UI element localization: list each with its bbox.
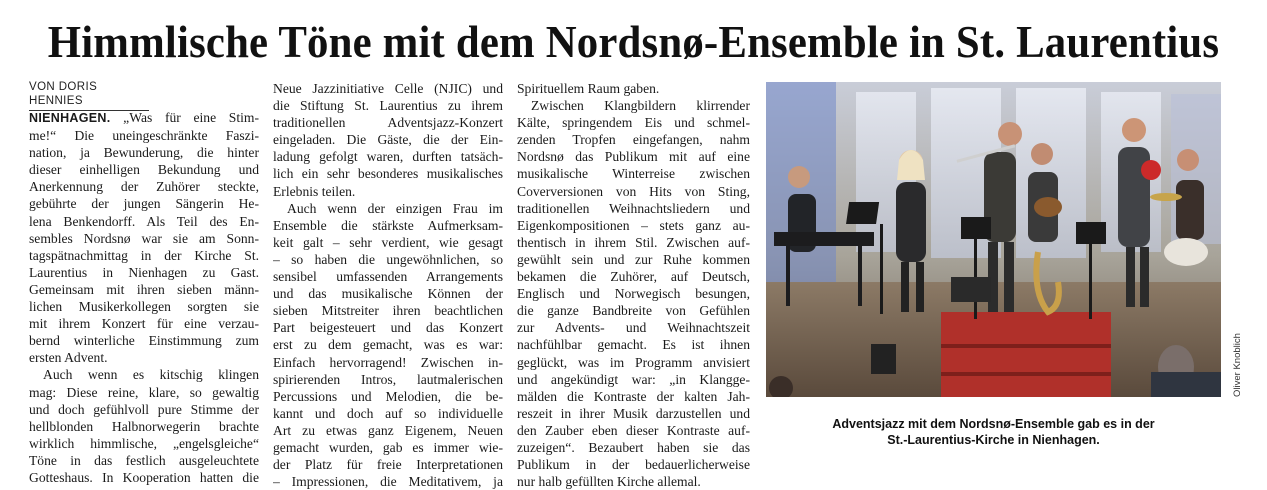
text-line: mit ihrem Konzert für eine verzau-	[29, 316, 259, 332]
text-line: tagspätnachmittag in der Kirche St.	[29, 247, 259, 263]
text-line: die Stiftung St. Laurentius zu ihrem	[273, 98, 503, 114]
text-line: lena Benkendorff. Als Teil des En-	[29, 213, 259, 229]
text-line: nation, ja Bewunderung, die hinter	[29, 145, 259, 161]
text-line: die ganze Bandbreite von Gefühlen	[517, 303, 750, 319]
text-line: Percussions und Melodien, die be-	[273, 388, 503, 404]
text-line: Art zu etwas ganz Eigenem, Neuen	[273, 422, 503, 438]
caption-line: Adventsjazz mit dem Nordsnø-Ensemble gab es in der	[832, 417, 1155, 431]
text-line: sensibel umfassenden Arrangements	[273, 269, 503, 285]
article-column-2	[273, 80, 503, 490]
text-line: ersten Advent.	[29, 350, 108, 366]
dateline: NIENHAGEN.	[29, 111, 111, 125]
text-line: traditionellen Weihnachtsliedern und	[517, 200, 750, 216]
text-line: lichen Musikerkollegen sorgten sie	[29, 299, 259, 315]
article-column-1	[29, 109, 259, 486]
text-line: Part beigesteuert und das Konzert	[273, 320, 503, 336]
text-line: Spirituellem Raum gaben.	[517, 81, 660, 96]
text-line: thentisch in ihrem Stil. Zwischen auf-	[517, 234, 750, 250]
text-line: Gemeinsam mit ihren sieben männ-	[29, 281, 259, 297]
text-line: zur Advents- und Weihnachtszeit	[517, 320, 750, 336]
text-line: sembles Nordsnø war sie am Sonn-	[29, 230, 259, 246]
photo-caption	[766, 416, 1221, 448]
text-line: hellblonden Halbnorwegerin brachte	[29, 418, 259, 434]
text-line: NIENHAGEN. „Was für eine Stim-	[29, 110, 259, 125]
text-line: me!“ Die uneingeschränkte Faszi-	[29, 128, 259, 144]
concert-photo	[766, 82, 1221, 397]
text-line: sieben Mitstreiter ihren beachtlichen	[273, 303, 503, 319]
text-line: Publikum in der bedauerlicherweise	[517, 457, 750, 473]
text-line: traditionellen Adventsjazz-Konzert	[273, 115, 503, 131]
text-line: und angekündigt war: „in Klangge-	[517, 371, 750, 387]
text-line: Anerkennung der Zuhörer steckte,	[29, 179, 259, 195]
byline: VON DORIS HENNIES	[29, 80, 149, 111]
text-line: bekamen die Zuhörer, auf Deutsch,	[517, 269, 750, 285]
text-line: geglückt, was im Programm anvisiert	[517, 354, 750, 370]
text-line: Coverversionen von Hits von Sting,	[517, 183, 750, 199]
article-headline: Himmlische Töne mit dem Nordsnø-Ensemble in St. Laurentius	[47, 16, 1220, 67]
text-line: gemacht wurden, gab es immer wie-	[273, 439, 503, 455]
text-line: gebührte der jungen Sängerin He-	[29, 196, 259, 212]
text-line: und doch gefühlvoll pure Stimme der	[29, 401, 259, 417]
text-line: Englisch und Norwegisch besungen,	[517, 286, 750, 302]
text-line: der Platz für freie Interpretationen	[273, 457, 503, 473]
text-line: Töne in das festlich ausgeleuchtete	[29, 452, 259, 468]
text-line: lich ein sehr besonderes musikalisches	[273, 166, 503, 182]
text-line: – Impressionen, die Meditativem, ja	[273, 474, 503, 490]
text-line: Erlebnis teilen.	[273, 183, 356, 199]
text-line: ladung gefolgt waren, durften tatsäch-	[273, 149, 503, 165]
text-line: Eigenkompositionen – stets ganz au-	[517, 217, 750, 233]
text-line: Kälte, springendem Eis und schmel-	[517, 115, 750, 131]
text-line: Nordsnø das Publikum mit auf eine	[517, 149, 750, 165]
text-line: zenden Tropfen eingefangen, nahm	[517, 132, 750, 148]
text-line: Zwischen Klangbildern klirrender	[531, 98, 750, 114]
text-line: Laurentius in Nienhagen zu Gast.	[29, 264, 259, 280]
text-line: spirierenden Intros, lautmalerischen	[273, 371, 503, 387]
text-line: musikalische Winterreise zwischen	[517, 166, 750, 182]
concert-photo-illustration	[766, 82, 1221, 397]
text-line: gewühlt sein und zur Ruhe kommen	[517, 251, 750, 267]
article-column-3	[517, 80, 750, 490]
text-line: – so haben die ungewöhnlichen, so	[273, 251, 503, 267]
text-line: reszeit in ihrer Musik darzustellen und	[517, 405, 750, 421]
text-line: bernd winterliche Einstimmung zum	[29, 333, 259, 349]
text-line: Gotteshaus. In Kooperation hatten die	[29, 469, 259, 485]
text-line: zuzeigen“. Bezaubert haben sie das	[517, 439, 750, 455]
text-line: Einfach hervorragend! Zwischen in-	[273, 354, 503, 370]
photo-credit: Oliver Knoblich	[1232, 333, 1243, 397]
text-line: und das musikalische Können der	[273, 286, 503, 302]
text-line: kannt und doch auf so individuelle	[273, 405, 503, 421]
text-line: Neue Jazzinitiative Celle (NJIC) und	[273, 81, 503, 96]
text-line: erst zu dem gemacht, was es war:	[273, 337, 503, 353]
text-line: keit galt – sehr verdient, wie gesagt	[273, 234, 503, 250]
text-line: wirklich himmlische, „engelsgleiche“	[29, 435, 259, 451]
text-line: Auch wenn der einzigen Frau im	[287, 200, 503, 216]
text-line: Ensemble die stärkste Aufmerksam-	[273, 217, 503, 233]
text-line: mag: Diese reine, klare, so gewaltig	[29, 384, 259, 400]
text-line: eingeladen. Die Gäste, die der Ein-	[273, 132, 503, 148]
text-line: den Zauber eben dieser Kontraste auf-	[517, 422, 750, 438]
caption-line: St.-Laurentius-Kirche in Nienhagen.	[887, 433, 1100, 447]
text-line: dieser einhelligen Bekundung und	[29, 162, 259, 178]
text-line: mälden die Kontraste der kalten Jah-	[517, 388, 750, 404]
text-line: nachfühlbar gemacht. Es ist ihnen	[517, 337, 750, 353]
text-line: Auch wenn es kitschig klingen	[43, 367, 259, 383]
text-line: nur halb gefüllten Kirche allemal.	[517, 474, 701, 490]
